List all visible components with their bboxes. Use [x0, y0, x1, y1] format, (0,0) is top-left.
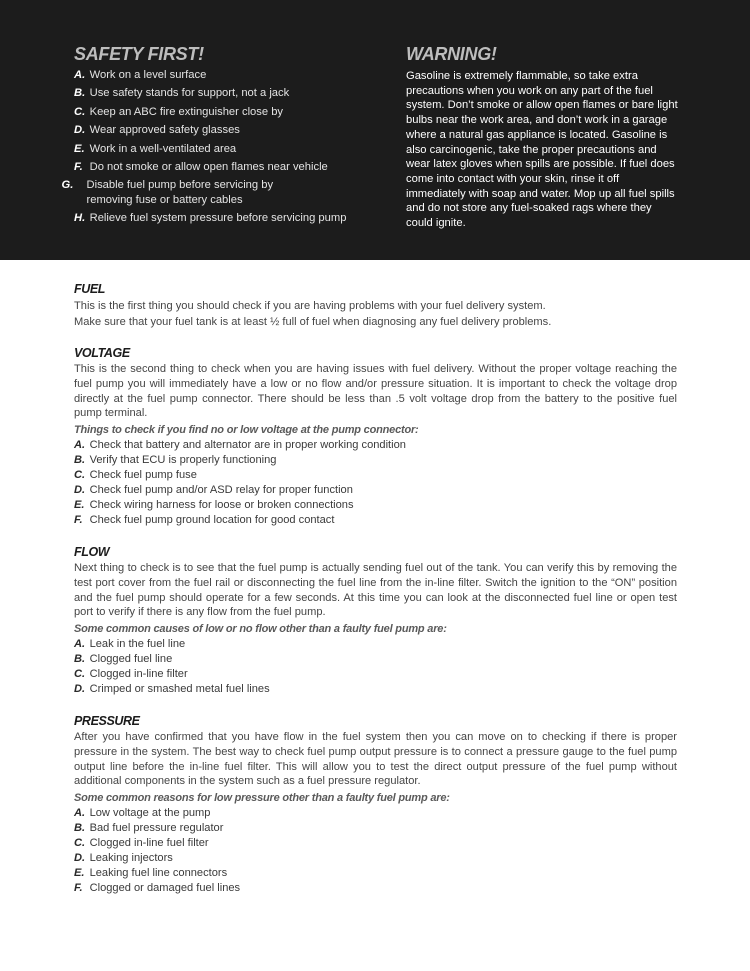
item-text: Do not smoke or allow open flames near vehicle: [89, 160, 328, 173]
item-letter: B.: [74, 454, 86, 467]
item-text: Work in a well-ventilated area: [89, 142, 237, 155]
flow-list: [74, 637, 677, 697]
list-item: [74, 637, 677, 652]
safety-item: [74, 86, 384, 101]
item-text: Bad fuel pressure regulator: [89, 822, 224, 835]
list-item: [74, 483, 677, 498]
item-letter: F.: [74, 160, 83, 173]
item-text: Check fuel pump fuse: [89, 469, 197, 481]
item-letter: A.: [74, 807, 86, 820]
item-letter: E.: [74, 498, 85, 511]
item-letter: E.: [74, 142, 85, 155]
list-item: [74, 866, 677, 881]
item-letter: C.: [74, 837, 86, 849]
item-text: Clogged or damaged fuel lines: [89, 881, 241, 894]
pressure-section: [74, 713, 677, 896]
item-letter: D.: [74, 124, 86, 137]
list-item: [74, 498, 677, 513]
item-letter: G.: [61, 179, 74, 192]
pressure-body: After you have confirmed that you have flow in the fuel system then you can move on to checking if there is proper pressure in the system. The best way to check fuel pump output pressure is to connect a pressure gauge to the fuel pump output line before the in-line fuel filter. This will allow you to test the direct output pressure of the fuel pump without additional components in the system such as a fuel pressure regulator.: [74, 731, 677, 788]
safety-item: [61, 178, 312, 207]
list-item: [74, 851, 677, 866]
voltage-body: This is the second thing to check when you are having issues with fuel delivery. Without the proper voltage reaching the fuel pump you will immediately have a low or no flow and/or pressure situation. It is important to check the voltage drop directly at the fuel pump connector. There should be less than .5 volt voltage drop from the battery to the positive fuel pump terminal.: [74, 363, 677, 420]
item-text: Leaking injectors: [89, 851, 173, 864]
item-text: Keep an ABC fire extinguisher close by: [89, 105, 284, 118]
safety-item: [74, 105, 384, 120]
flow-subheading: Some common causes of low or no flow other than a faulty fuel pump are:: [74, 623, 447, 636]
warning-panel: [406, 43, 678, 231]
item-letter: F.: [74, 513, 83, 526]
flow-heading: FLOW: [74, 545, 110, 559]
item-letter: C.: [74, 469, 86, 481]
fuel-line-1: This is the first thing you should check if you are having problems with your fuel delivery system.: [74, 300, 546, 312]
item-letter: A.: [74, 69, 86, 81]
item-text: Check fuel pump ground location for good contact: [89, 513, 335, 526]
item-letter: D.: [74, 483, 86, 496]
item-text: Check fuel pump and/or ASD relay for proper function: [89, 483, 353, 496]
safety-item: [74, 68, 384, 83]
flow-body: Next thing to check is to see that the fuel pump is actually sending fuel out of the tank. You can verify this by removing the test port cover from the fuel rail or disconnecting the fuel line from the in-line filter. Switch the ignition to the “ON” position and the fuel pump should operate for a few seconds. At this time you can look at the disconnected fuel line or open test port to verify if there is any flow from the fuel pump.: [74, 562, 677, 619]
fuel-heading: FUEL: [74, 282, 106, 296]
list-item: [74, 806, 677, 821]
item-text: Relieve fuel system pressure before servicing pump: [89, 212, 347, 225]
item-letter: E.: [74, 866, 85, 879]
item-text: Clogged in-line filter: [89, 668, 188, 680]
warning-body: Gasoline is extremely flammable, so take extra precautions when you work on any part of the fuel system. Don’t smoke or allow open flames or bare light bulbs near the work area, and don’t work in a garage where a natural gas appliance is located. Gasoline is also carcinogenic, take the proper precautions and wear latex gloves when spills are possible. If fuel does come into contact with your skin, rinse it off immediately with soap and water. Mop up all fuel spills and do not store any fuel-soaked rags where they could ignite.: [406, 70, 678, 230]
fuel-section: [74, 281, 677, 330]
item-text: Leak in the fuel line: [89, 638, 186, 651]
voltage-list: [74, 438, 677, 527]
item-letter: B.: [74, 87, 86, 100]
item-letter: C.: [74, 668, 86, 680]
list-item: [74, 667, 677, 682]
list-item: [74, 836, 677, 851]
item-text: Work on a level surface: [89, 69, 207, 81]
voltage-heading: VOLTAGE: [74, 346, 130, 360]
item-letter: D.: [74, 682, 86, 695]
safety-item: [74, 160, 384, 175]
item-letter: F.: [74, 881, 83, 894]
item-letter: B.: [74, 653, 86, 666]
fuel-line-2: Make sure that your fuel tank is at least ½ full of fuel when diagnosing any fuel delivery problems.: [74, 315, 552, 328]
item-text: Disable fuel pump before servicing by removing fuse or battery cables: [86, 179, 274, 206]
pressure-subheading: Some common reasons for low pressure other than a faulty fuel pump are:: [74, 792, 450, 805]
list-item: [74, 682, 677, 697]
safety-item: [74, 123, 384, 138]
voltage-section: [74, 345, 677, 528]
list-item: [74, 881, 677, 896]
item-letter: C.: [74, 105, 86, 118]
pressure-list: [74, 806, 677, 895]
item-text: Wear approved safety glasses: [89, 124, 240, 137]
item-text: Use safety stands for support, not a jack: [89, 87, 290, 100]
list-item: [74, 453, 677, 468]
safety-item: [74, 211, 384, 226]
safety-list: [61, 68, 384, 226]
item-letter: A.: [74, 638, 86, 651]
list-item: [74, 652, 677, 667]
safety-banner: [0, 0, 750, 260]
list-item: [74, 438, 677, 453]
list-item: [74, 468, 677, 483]
item-text: Clogged in-line fuel filter: [89, 837, 209, 849]
flow-section: [74, 544, 677, 697]
item-text: Clogged fuel line: [89, 653, 173, 666]
item-text: Crimped or smashed metal fuel lines: [89, 682, 270, 695]
safety-first-panel: [61, 43, 384, 230]
item-letter: D.: [74, 851, 86, 864]
voltage-subheading: Things to check if you find no or low voltage at the pump connector:: [74, 424, 419, 437]
item-text: Check that battery and alternator are in proper working condition: [89, 439, 406, 452]
warning-title: WARNING!: [406, 44, 497, 64]
item-text: Leaking fuel line connectors: [89, 866, 228, 879]
safety-first-title: SAFETY FIRST!: [74, 44, 204, 64]
item-letter: B.: [74, 822, 86, 835]
item-letter: H.: [74, 212, 86, 225]
list-item: [74, 513, 677, 528]
safety-item: [74, 142, 384, 157]
pressure-heading: PRESSURE: [74, 714, 140, 728]
item-text: Verify that ECU is properly functioning: [89, 454, 277, 467]
list-item: [74, 821, 677, 836]
item-text: Check wiring harness for loose or broken connections: [89, 498, 354, 511]
item-letter: A.: [74, 439, 86, 452]
item-text: Low voltage at the pump: [89, 807, 211, 820]
